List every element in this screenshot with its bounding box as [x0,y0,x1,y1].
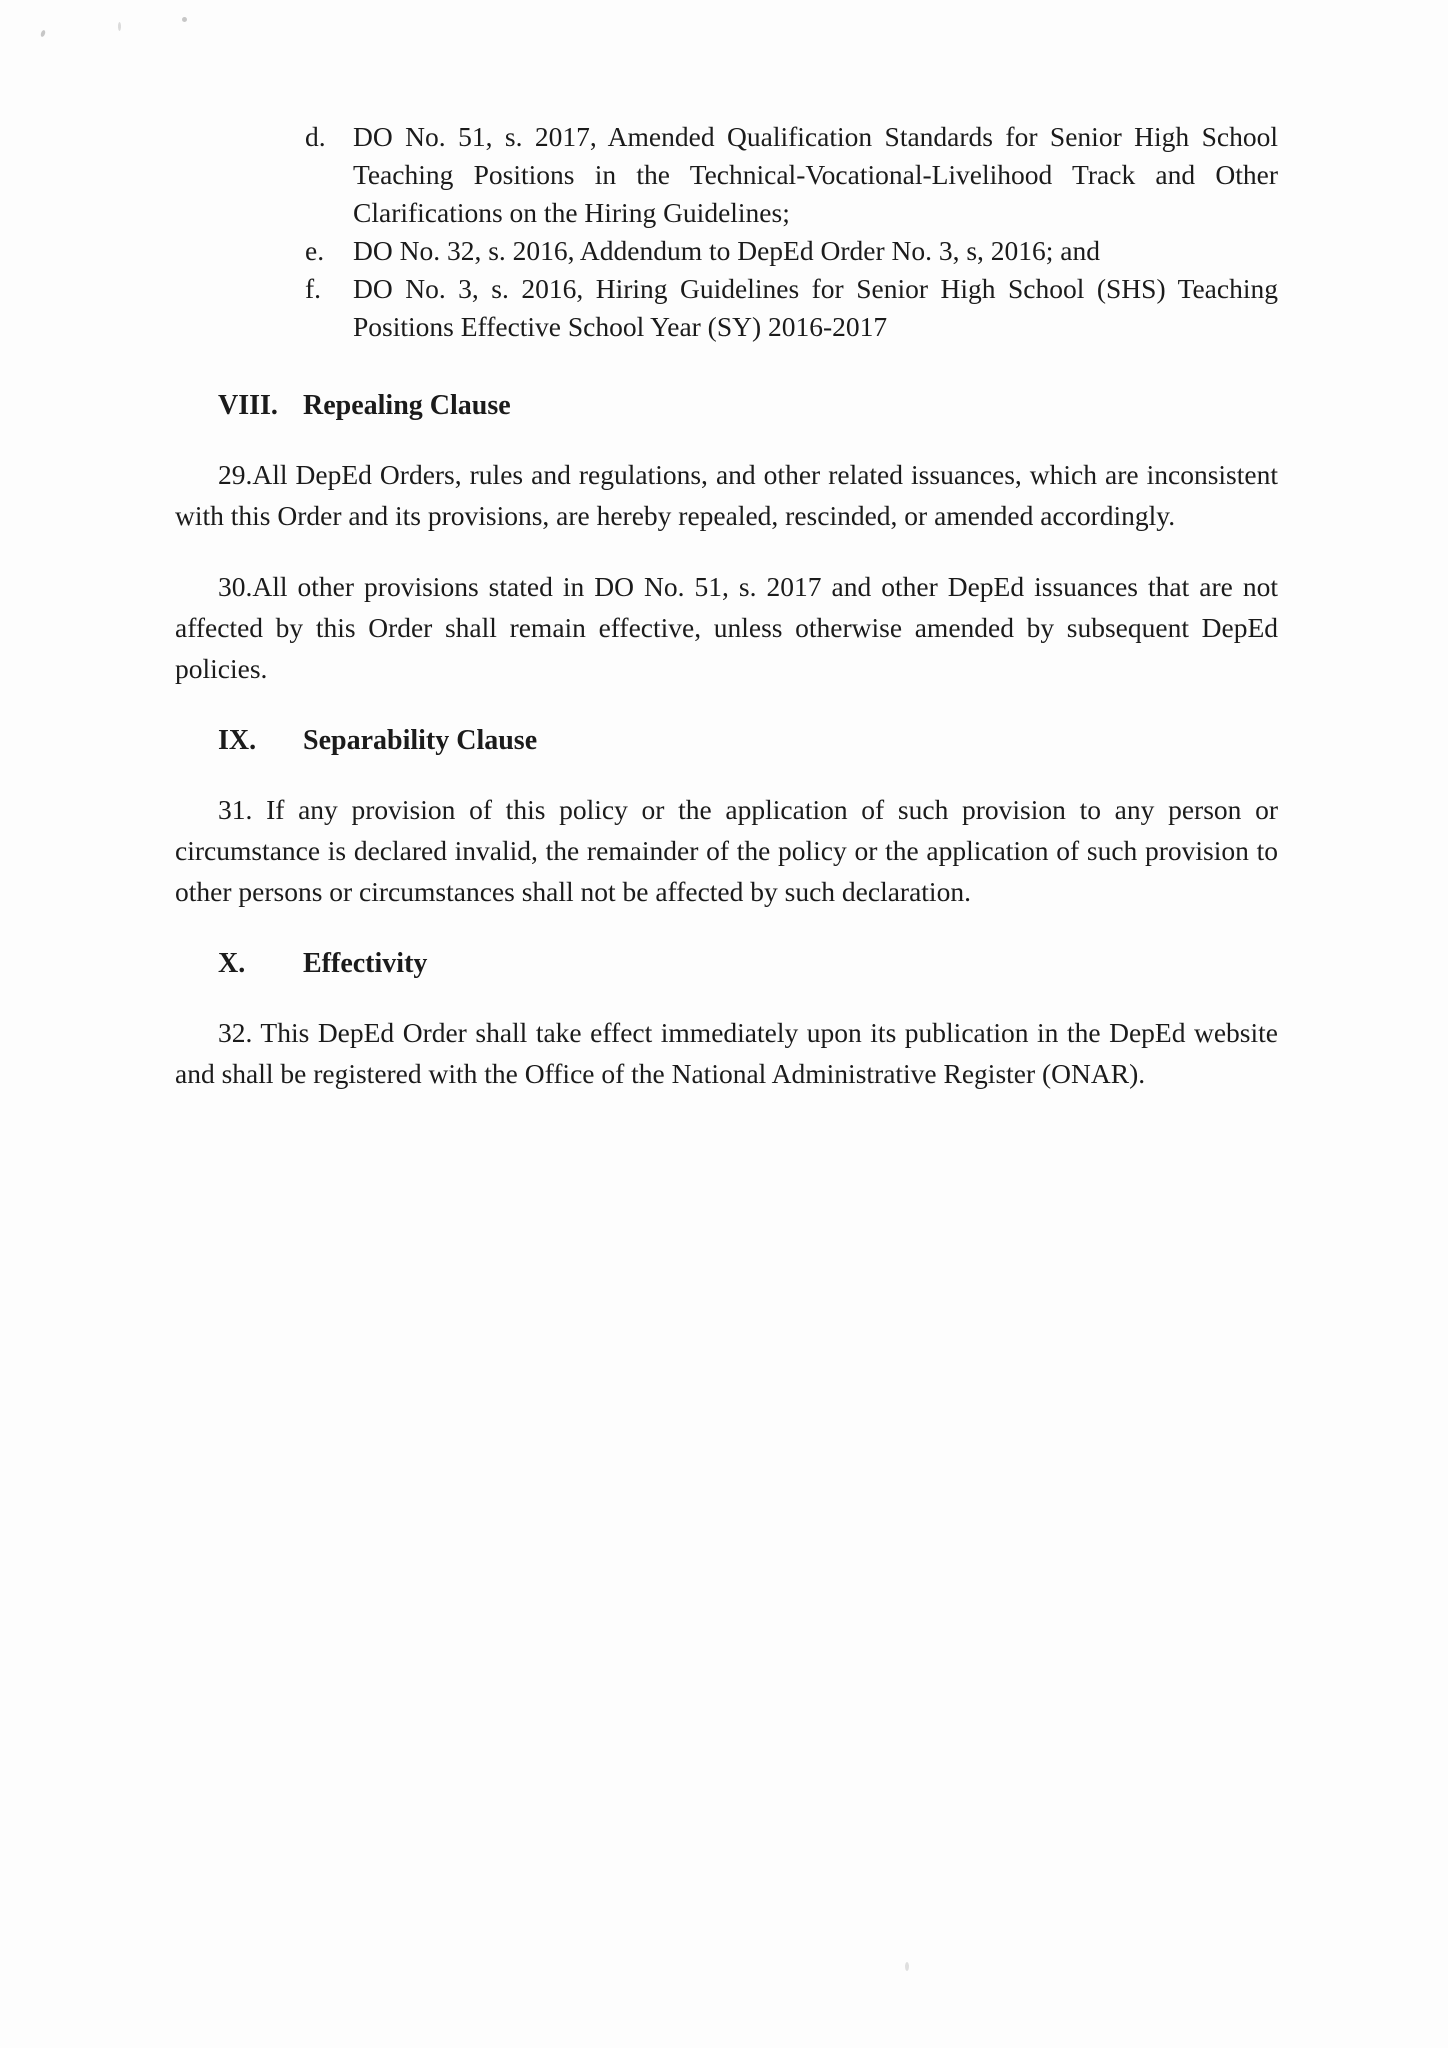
list-item-marker: e. [305,235,325,266]
paragraph-text: All other provisions stated in DO No. 51, s. 2017 and other DepEd issuances that are not affected by this Order shall remain effective, unless otherwise amended by subsequent DepEd policies. [175,571,1278,684]
references-list [175,118,1278,346]
list-item-text: DO No. 32, s. 2016, Addendum to DepEd Order No. 3, s, 2016; and [353,235,1101,266]
page-content [175,118,1278,1094]
paragraph-text: If any provision of this policy or the application of such provision to any person or circumstance is declared invalid, the remainder of the policy or the application of such provision to other persons or circumstances shall not be affected by such declaration. [175,794,1279,907]
scan-artifact-speckle [118,22,121,31]
list-item [175,118,1278,232]
list-item-marker: d. [305,121,326,152]
list-item-text: DO No. 3, s. 2016, Hiring Guidelines for Senior High School (SHS) Teaching Positions Effective School Year (SY) 2016-2017 [353,273,1278,342]
paragraph-number: 30. [218,571,253,602]
list-item-marker: f. [305,273,322,304]
paragraph-text: All DepEd Orders, rules and regulations, and other related issuances, which are inconsistent with this Order and its provisions, are hereby repealed, rescinded, or amended accordingly. [175,459,1278,531]
section-numeral: VIII. [218,390,278,421]
paragraph-number: 29. [218,459,253,490]
paragraph-31 [175,789,1278,912]
section-title: Effectivity [303,948,428,979]
list-item [175,270,1278,346]
scan-artifact-speckle [40,30,46,38]
list-item [175,232,1278,270]
paragraph-number: 31. [218,794,267,825]
paragraph-30 [175,566,1278,689]
section-title: Separability Clause [303,725,538,756]
section-heading-repealing-clause [175,388,1278,424]
section-heading-effectivity [175,946,1278,982]
list-item-text: DO No. 51, s. 2017, Amended Qualification Standards for Senior High School Teaching Positions in the Technical-Vocational-Livelihood Track and Other Clarifications on the Hiring Guidelines; [353,121,1278,228]
scan-artifact-speckle [905,1962,909,1971]
paragraph-32 [175,1012,1278,1094]
paragraph-number: 32. [218,1017,261,1048]
section-numeral: IX. [218,725,257,756]
paragraph-29 [175,454,1278,536]
spacer [175,346,1278,354]
section-numeral: X. [218,948,246,979]
section-title: Repealing Clause [303,390,511,421]
section-heading-separability-clause [175,723,1278,759]
paragraph-text: This DepEd Order shall take effect immediately upon its publication in the DepEd website and shall be registered with the Office of the National Administrative Register (ONAR). [175,1017,1278,1089]
scan-artifact-speckle [182,17,187,22]
